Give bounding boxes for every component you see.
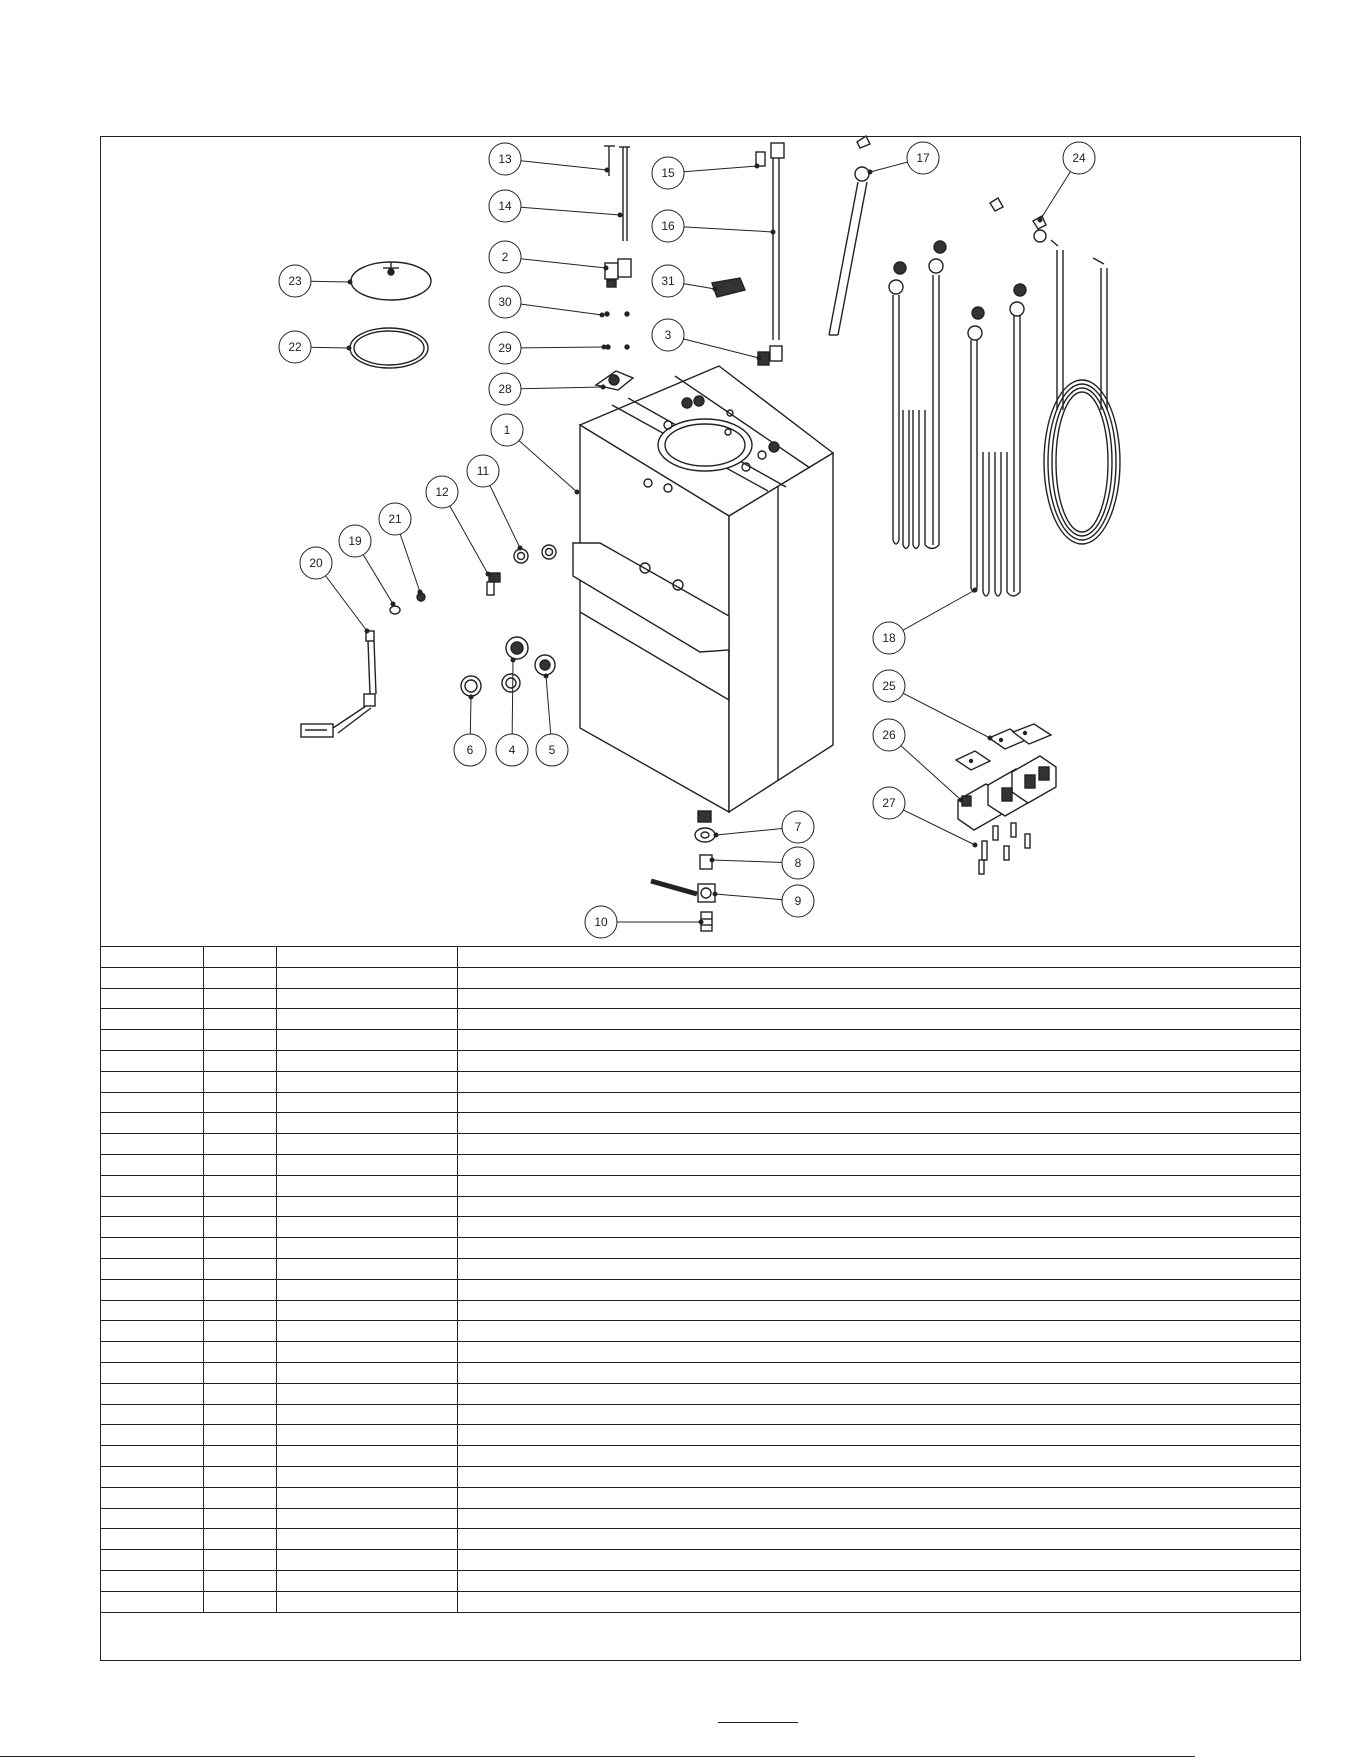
callout-19	[339, 525, 395, 606]
table-row	[101, 1030, 1301, 1051]
table-cell	[204, 1446, 277, 1467]
table-cell	[101, 1321, 204, 1342]
callout-leader-14	[505, 206, 620, 215]
screw-part-29b	[625, 345, 629, 349]
table-cell	[458, 1175, 1301, 1196]
table-cell	[277, 1217, 458, 1238]
table-cell	[101, 1030, 204, 1051]
callout-number-30: 30	[498, 295, 512, 309]
callout-arrowhead-27	[973, 843, 977, 847]
small-fittings	[390, 545, 556, 614]
table-cell	[204, 1342, 277, 1363]
table-cell	[101, 947, 204, 968]
table-cell	[204, 1404, 277, 1425]
table-cell	[458, 1154, 1301, 1175]
table-cell	[277, 1404, 458, 1425]
table-cell	[204, 1570, 277, 1591]
callout-number-7: 7	[794, 820, 802, 834]
table-row	[101, 967, 1301, 988]
callout-31	[652, 265, 717, 297]
table-cell	[277, 1009, 458, 1030]
callout-number-4: 4	[508, 743, 516, 757]
callout-20	[300, 547, 369, 633]
table-cell	[458, 1238, 1301, 1259]
table-cell	[204, 1425, 277, 1446]
callout-number-1: 1	[503, 423, 511, 437]
table-cell	[204, 1279, 277, 1300]
table-row	[101, 1321, 1301, 1342]
table-cell	[458, 1279, 1301, 1300]
callout-6	[454, 695, 486, 766]
table-cell	[204, 967, 277, 988]
table-row	[101, 1154, 1301, 1175]
callout-7	[714, 811, 814, 843]
table-cell	[277, 1279, 458, 1300]
table-row	[101, 1217, 1301, 1238]
table-cell	[277, 1446, 458, 1467]
table-cell	[204, 1321, 277, 1342]
callout-8	[710, 847, 814, 879]
callout-18	[873, 588, 977, 654]
callout-arrowhead-24	[1038, 218, 1042, 222]
callout-number-29: 29	[498, 341, 512, 355]
callout-number-9: 9	[794, 894, 802, 908]
bushing-part-3	[758, 346, 782, 365]
table-row	[101, 1279, 1301, 1300]
callout-number-27: 27	[882, 796, 896, 810]
table-cell	[101, 1238, 204, 1259]
table-row	[101, 1196, 1301, 1217]
callout-arrowhead-17	[868, 170, 872, 174]
table-cell	[101, 1279, 204, 1300]
callout-arrowhead-20	[365, 629, 369, 633]
callout-arrowhead-7	[714, 833, 718, 837]
table-cell	[458, 1570, 1301, 1591]
table-row	[101, 1238, 1301, 1259]
callout-arrowhead-8	[710, 858, 714, 862]
callout-number-16: 16	[661, 219, 675, 233]
table-cell	[458, 1217, 1301, 1238]
callout-1	[491, 414, 579, 494]
table-cell	[458, 1009, 1301, 1030]
table-cell	[277, 988, 458, 1009]
table-row	[101, 1404, 1301, 1425]
table-cell	[277, 967, 458, 988]
coil-tube-part-24	[990, 198, 1120, 544]
callout-number-6: 6	[466, 743, 474, 757]
table-row	[101, 1342, 1301, 1363]
table-cell	[277, 1134, 458, 1155]
table-cell	[204, 1591, 277, 1612]
callout-number-18: 18	[882, 631, 896, 645]
table-cell	[204, 1487, 277, 1508]
table-cell	[277, 1154, 458, 1175]
table-cell	[101, 1113, 204, 1134]
table-cell	[204, 1362, 277, 1383]
table-cell	[458, 1529, 1301, 1550]
table-cell	[277, 1425, 458, 1446]
table-cell	[101, 1050, 204, 1071]
table-row	[101, 1529, 1301, 1550]
callout-9	[713, 885, 814, 917]
elbow-tube-part	[756, 143, 784, 340]
table-cell	[101, 1466, 204, 1487]
table-cell	[277, 1175, 458, 1196]
table-cell	[277, 1466, 458, 1487]
callout-arrowhead-26	[959, 798, 963, 802]
callout-22	[279, 331, 351, 363]
table-cell	[277, 1383, 458, 1404]
callout-number-23: 23	[288, 274, 302, 288]
table-row	[101, 1466, 1301, 1487]
table-cell	[101, 1550, 204, 1571]
parts-list-table	[100, 946, 1301, 1613]
callout-arrowhead-15	[755, 164, 759, 168]
callout-number-31: 31	[661, 274, 675, 288]
table-cell	[204, 1050, 277, 1071]
table-cell	[277, 1487, 458, 1508]
callout-number-12: 12	[435, 485, 449, 499]
table-cell	[277, 1050, 458, 1071]
table-cell	[458, 1050, 1301, 1071]
table-cell	[101, 1383, 204, 1404]
table-cell	[458, 967, 1301, 988]
table-cell	[204, 988, 277, 1009]
table-cell	[277, 1321, 458, 1342]
table-row	[101, 1383, 1301, 1404]
table-cell	[204, 1383, 277, 1404]
table-cell	[204, 1092, 277, 1113]
callout-number-15: 15	[661, 166, 675, 180]
callout-arrowhead-4	[511, 658, 515, 662]
table-cell	[101, 1425, 204, 1446]
table-cell	[458, 1134, 1301, 1155]
table-cell	[458, 1446, 1301, 1467]
callout-5	[536, 674, 568, 766]
table-row	[101, 1134, 1301, 1155]
table-cell	[101, 1487, 204, 1508]
table-cell	[204, 1550, 277, 1571]
table-cell	[277, 1030, 458, 1051]
callout-21	[379, 503, 422, 594]
callout-17	[868, 142, 939, 174]
table-cell	[277, 1196, 458, 1217]
table-cell	[101, 967, 204, 988]
table-cell	[101, 1175, 204, 1196]
power-cord-part-20	[301, 631, 376, 737]
table-cell	[204, 947, 277, 968]
table-cell	[458, 1466, 1301, 1487]
table-row	[101, 1446, 1301, 1467]
table-row	[101, 1092, 1301, 1113]
table-cell	[458, 1550, 1301, 1571]
callout-arrowhead-28	[601, 385, 605, 389]
table-cell	[101, 1134, 204, 1155]
table-row	[101, 1300, 1301, 1321]
callout-number-19: 19	[348, 534, 362, 548]
table-cell	[204, 1217, 277, 1238]
lid-part	[351, 262, 431, 300]
table-cell	[204, 1071, 277, 1092]
table-cell	[458, 1425, 1301, 1446]
fitting-part-4	[502, 637, 528, 692]
table-cell	[277, 1258, 458, 1279]
callout-arrowhead-6	[469, 695, 473, 699]
table-cell	[277, 1300, 458, 1321]
callout-30	[489, 286, 604, 318]
table-row	[101, 1487, 1301, 1508]
table-row	[101, 1071, 1301, 1092]
table-cell	[277, 1570, 458, 1591]
heating-element-part-18	[889, 241, 1026, 596]
table-row	[101, 1113, 1301, 1134]
callout-arrowhead-10	[699, 920, 703, 924]
callout-arrowhead-12	[486, 572, 490, 576]
table-cell	[204, 1466, 277, 1487]
table-cell	[101, 1217, 204, 1238]
drain-assembly	[651, 811, 715, 931]
callout-arrowhead-22	[347, 346, 351, 350]
table-cell	[458, 1591, 1301, 1612]
callout-29	[489, 332, 606, 364]
callout-arrowhead-1	[575, 490, 579, 494]
table-cell	[101, 1591, 204, 1612]
table-cell	[101, 1092, 204, 1113]
callout-arrowhead-3	[757, 356, 761, 360]
table-cell	[101, 1446, 204, 1467]
callout-arrowhead-16	[771, 230, 775, 234]
table-row	[101, 1258, 1301, 1279]
table-row	[101, 1425, 1301, 1446]
callout-14	[489, 190, 622, 222]
table-cell	[458, 1196, 1301, 1217]
table-cell	[458, 947, 1301, 968]
callout-number-21: 21	[388, 512, 402, 526]
callout-arrowhead-21	[418, 590, 422, 594]
table-cell	[277, 1529, 458, 1550]
callout-24	[1038, 142, 1095, 222]
table-cell	[277, 1092, 458, 1113]
callout-number-17: 17	[916, 151, 930, 165]
callout-arrowhead-30	[600, 313, 604, 317]
callout-15	[652, 157, 759, 189]
callout-arrowhead-13	[605, 168, 609, 172]
callout-12	[426, 476, 490, 576]
callout-number-8: 8	[794, 856, 802, 870]
callout-number-10: 10	[594, 915, 608, 929]
callout-number-25: 25	[882, 679, 896, 693]
callout-16	[652, 210, 775, 242]
fittings-part-2	[605, 259, 631, 287]
parts-list-body	[101, 947, 1301, 1613]
table-row	[101, 1570, 1301, 1591]
callout-arrowhead-5	[544, 674, 548, 678]
table-cell	[101, 1071, 204, 1092]
table-cell	[101, 1196, 204, 1217]
callout-number-22: 22	[288, 340, 302, 354]
callout-23	[279, 265, 352, 297]
pins-part-27	[979, 823, 1030, 874]
callout-number-14: 14	[498, 199, 512, 213]
table-cell	[101, 1508, 204, 1529]
table-cell	[204, 1009, 277, 1030]
table-row	[101, 1009, 1301, 1030]
gasket-ring-part	[350, 328, 428, 368]
table-cell	[458, 1300, 1301, 1321]
callout-arrowhead-11	[518, 546, 522, 550]
callout-number-5: 5	[548, 743, 556, 757]
table-cell	[204, 1134, 277, 1155]
table-cell	[204, 1030, 277, 1051]
table-cell	[458, 988, 1301, 1009]
table-cell	[458, 1113, 1301, 1134]
callout-11	[467, 455, 522, 550]
callout-number-26: 26	[882, 728, 896, 742]
table-cell	[204, 1300, 277, 1321]
callout-2	[489, 241, 608, 273]
table-cell	[101, 988, 204, 1009]
table-cell	[277, 1362, 458, 1383]
table-cell	[458, 1342, 1301, 1363]
callout-number-28: 28	[498, 382, 512, 396]
table-cell	[458, 1487, 1301, 1508]
table-cell	[277, 1071, 458, 1092]
table-cell	[101, 1404, 204, 1425]
table-cell	[204, 1508, 277, 1529]
callout-10	[585, 906, 703, 938]
callout-arrowhead-23	[348, 280, 352, 284]
footer-rule	[718, 1722, 798, 1723]
table-cell	[204, 1154, 277, 1175]
callout-number-11: 11	[476, 464, 490, 478]
callout-number-3: 3	[664, 328, 672, 342]
table-cell	[458, 1362, 1301, 1383]
table-cell	[458, 1383, 1301, 1404]
table-cell	[101, 1009, 204, 1030]
table-cell	[204, 1196, 277, 1217]
table-cell	[277, 1342, 458, 1363]
table-cell	[458, 1321, 1301, 1342]
table-cell	[458, 1092, 1301, 1113]
table-row	[101, 1175, 1301, 1196]
fitting-part-5	[535, 655, 555, 675]
callout-number-20: 20	[309, 556, 323, 570]
table-row	[101, 947, 1301, 968]
table-cell	[458, 1258, 1301, 1279]
callout-arrowhead-9	[713, 892, 717, 896]
probe-rod-part	[604, 146, 630, 241]
table-cell	[101, 1362, 204, 1383]
table-row	[101, 1591, 1301, 1612]
table-cell	[277, 1550, 458, 1571]
table-row	[101, 1362, 1301, 1383]
table-cell	[204, 1529, 277, 1550]
callout-arrowhead-19	[391, 602, 395, 606]
cabinet-body	[573, 366, 833, 812]
callout-arrowhead-14	[618, 213, 622, 217]
screw-part-29	[606, 345, 610, 349]
table-cell	[101, 1258, 204, 1279]
table-cell	[204, 1175, 277, 1196]
callout-number-24: 24	[1072, 151, 1086, 165]
callout-3	[652, 319, 761, 360]
callout-13	[489, 143, 609, 175]
table-cell	[458, 1508, 1301, 1529]
table-cell	[458, 1071, 1301, 1092]
table-cell	[277, 1238, 458, 1259]
table-cell	[458, 1404, 1301, 1425]
callout-arrowhead-25	[988, 736, 992, 740]
table-cell	[204, 1258, 277, 1279]
callout-number-13: 13	[498, 152, 512, 166]
table-cell	[277, 1113, 458, 1134]
angled-tube-part-17	[829, 136, 870, 335]
table-row	[101, 1508, 1301, 1529]
screw-part-30b	[625, 312, 629, 316]
callout-28	[489, 373, 605, 405]
table-cell	[277, 1508, 458, 1529]
callout-arrowhead-31	[713, 287, 717, 291]
screw-part-30	[605, 312, 609, 316]
table-cell	[204, 1238, 277, 1259]
callout-number-2: 2	[501, 250, 509, 264]
fitting-part-6	[461, 676, 481, 696]
table-row	[101, 988, 1301, 1009]
table-row	[101, 1050, 1301, 1071]
table-cell	[101, 1342, 204, 1363]
callout-arrowhead-18	[973, 588, 977, 592]
table-cell	[458, 1030, 1301, 1051]
table-cell	[101, 1154, 204, 1175]
table-cell	[101, 1570, 204, 1591]
callout-arrowhead-29	[602, 345, 606, 349]
table-cell	[204, 1113, 277, 1134]
table-cell	[101, 1300, 204, 1321]
table-cell	[277, 947, 458, 968]
page-bottom-rule	[0, 1756, 1195, 1757]
table-row	[101, 1550, 1301, 1571]
table-cell	[101, 1529, 204, 1550]
callout-arrowhead-2	[604, 266, 608, 270]
table-cell	[277, 1591, 458, 1612]
